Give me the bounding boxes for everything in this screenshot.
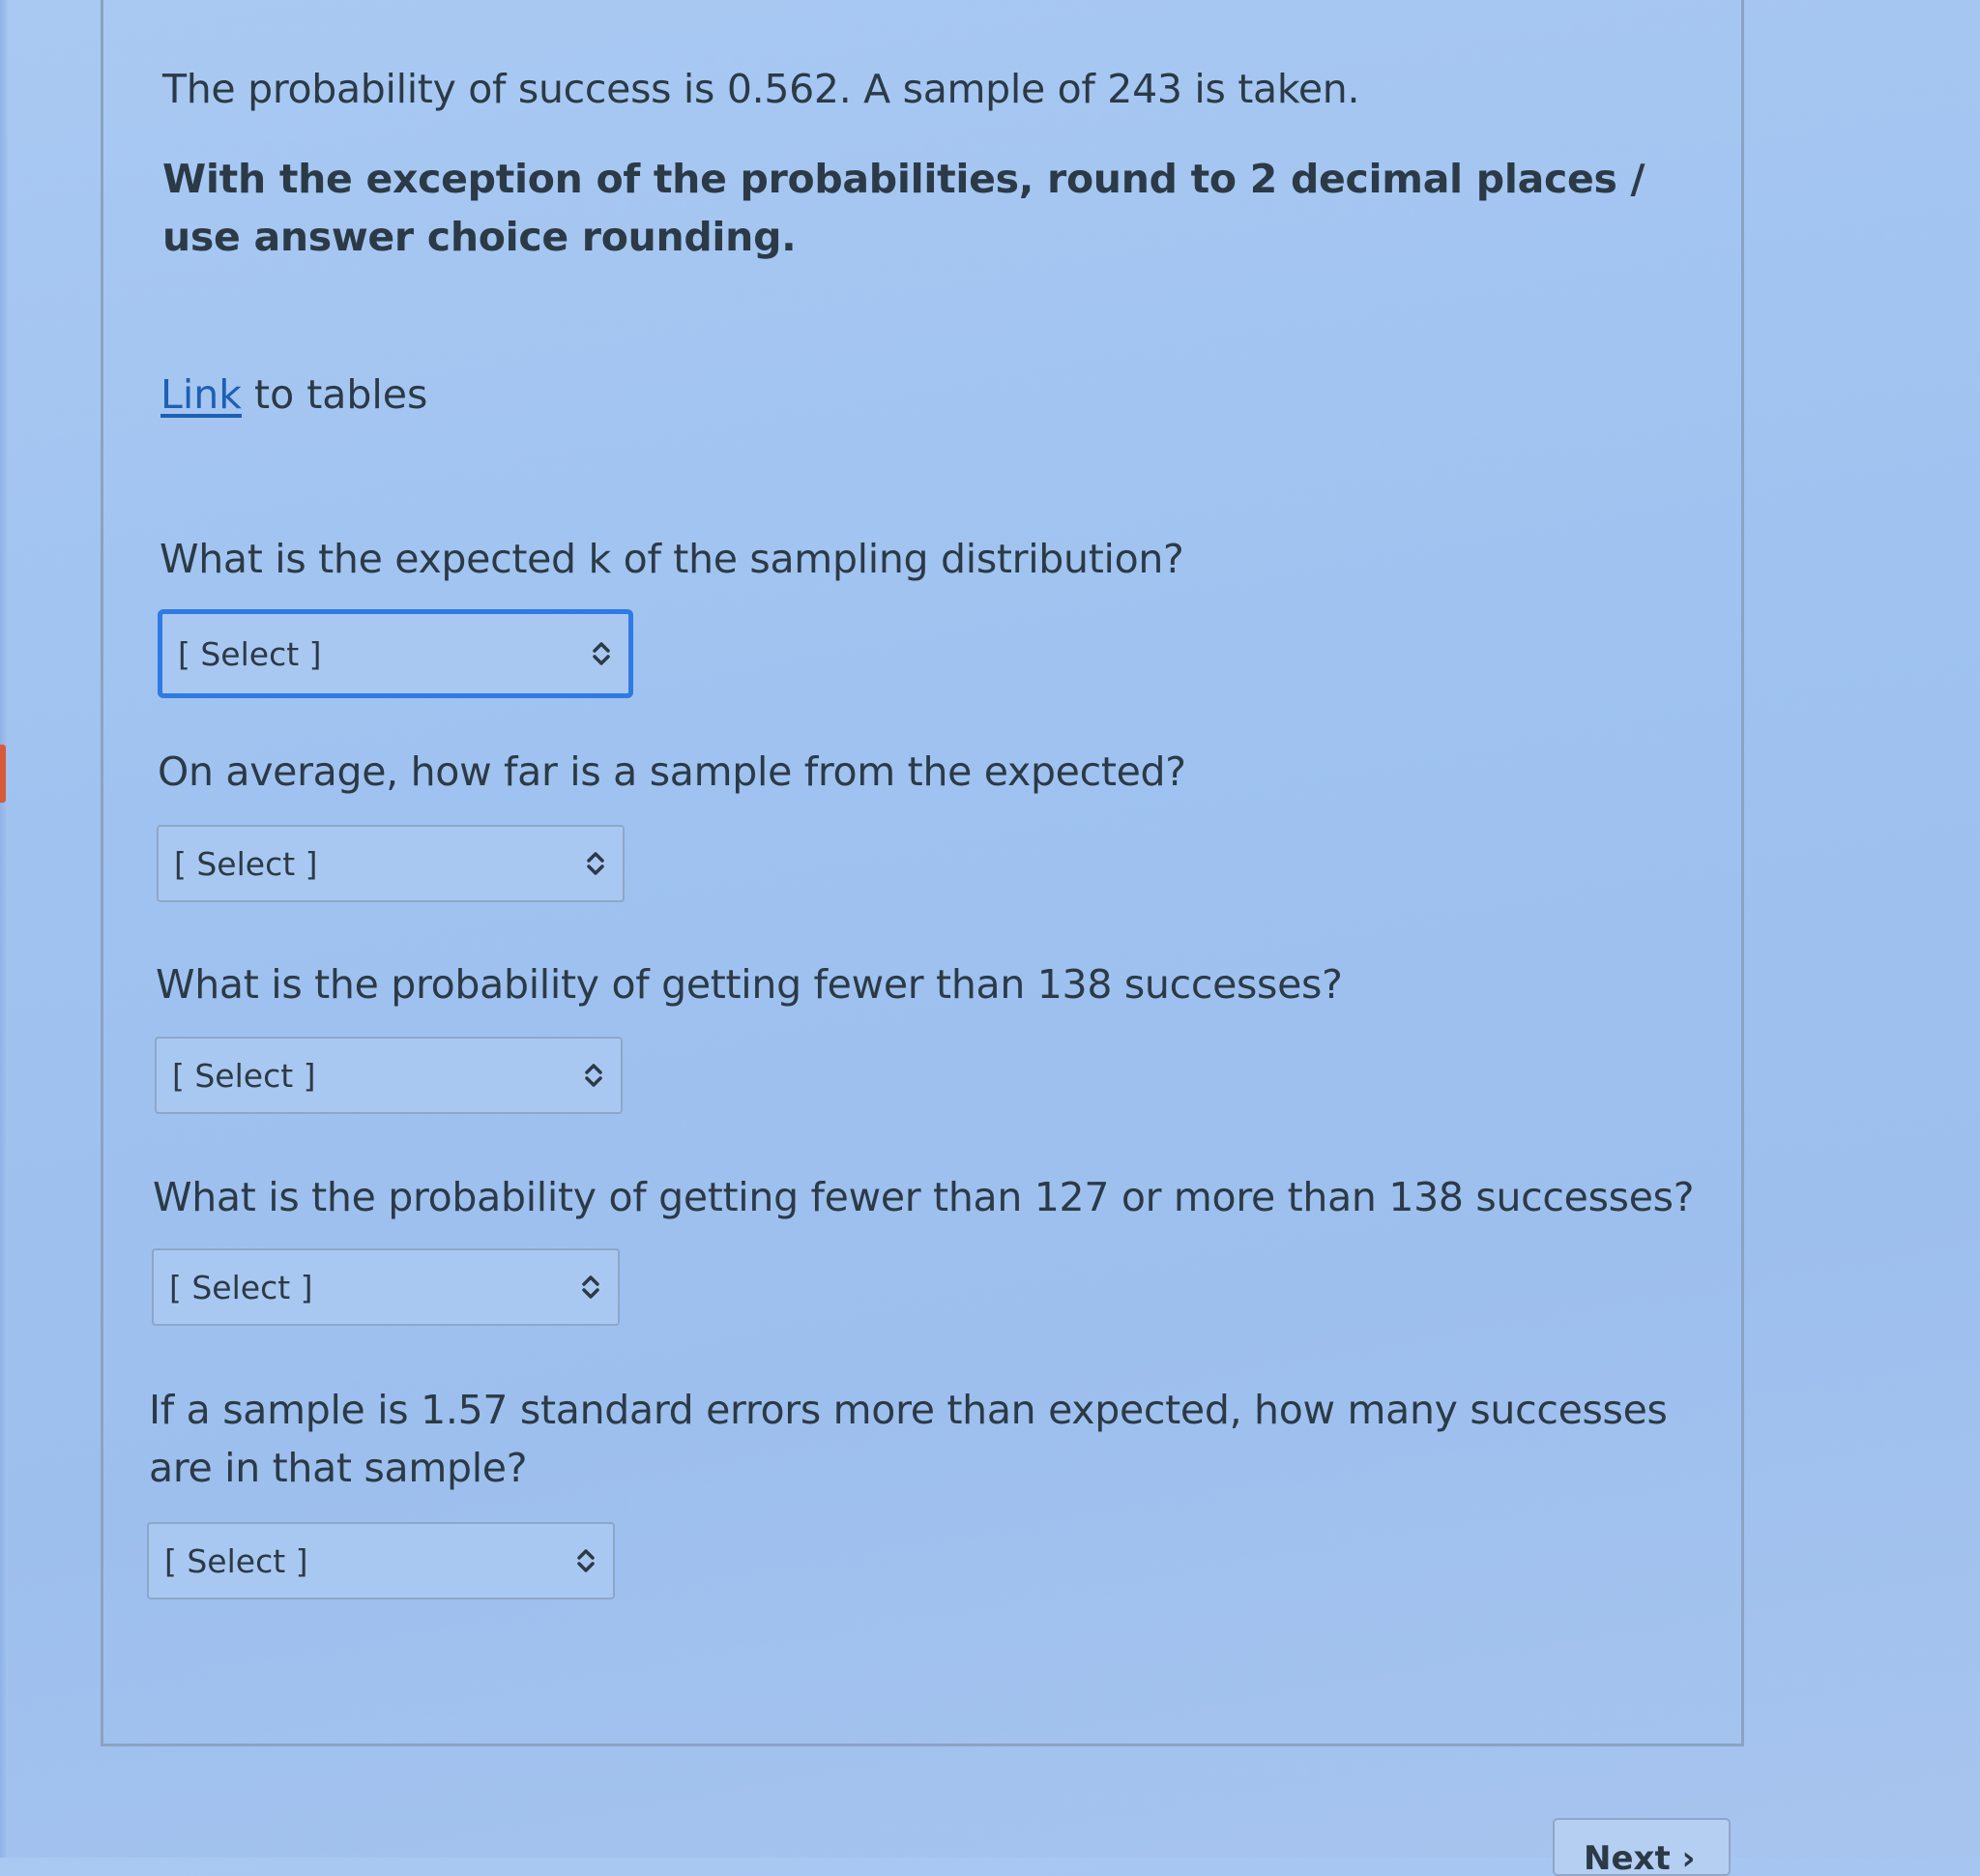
next-button[interactable]: Next › xyxy=(1553,1818,1731,1876)
chevron-up-down-icon xyxy=(582,1059,605,1092)
part-3-select[interactable] xyxy=(155,1037,623,1114)
part-2-select[interactable] xyxy=(157,825,625,902)
part-1-select[interactable] xyxy=(158,609,633,698)
part-3-prompt: What is the probability of getting fewer than 138 successes? xyxy=(156,961,1343,1008)
part-4-prompt: What is the probability of getting fewer than 127 or more than 138 successes? xyxy=(153,1174,1695,1220)
chevron-up-down-icon xyxy=(574,1544,597,1577)
part-5-select-value: [ Select ] xyxy=(164,1541,308,1580)
part-2-select-value: [ Select ] xyxy=(174,844,318,883)
window-edge xyxy=(0,0,8,1858)
question-intro: The probability of success is 0.562. A sample of 243 is taken. xyxy=(162,66,1360,112)
rounding-instructions: With the exception of the probabilities, round to 2 decimal places / use answer choice rounding. xyxy=(162,156,1645,260)
part-2-prompt: On average, how far is a sample from the expected? xyxy=(158,748,1186,795)
tables-link-suffix: to tables xyxy=(241,371,428,418)
chevron-up-down-icon xyxy=(579,1271,602,1304)
part-5-prompt: If a sample is 1.57 standard errors more than expected, how many successes are in that sample? xyxy=(149,1387,1668,1491)
part-5-select[interactable] xyxy=(147,1522,615,1599)
part-1-prompt: What is the expected k of the sampling distribution? xyxy=(160,536,1184,582)
chevron-up-down-icon xyxy=(590,637,613,670)
tables-link-line xyxy=(160,366,427,424)
part-4-select-value: [ Select ] xyxy=(169,1268,313,1306)
chevron-up-down-icon xyxy=(584,847,607,880)
side-tab-indicator xyxy=(0,745,6,803)
part-1-select-value: [ Select ] xyxy=(178,634,322,673)
part-4-select[interactable] xyxy=(152,1248,620,1326)
tables-link[interactable]: Link xyxy=(160,371,242,418)
part-3-select-value: [ Select ] xyxy=(172,1056,316,1095)
